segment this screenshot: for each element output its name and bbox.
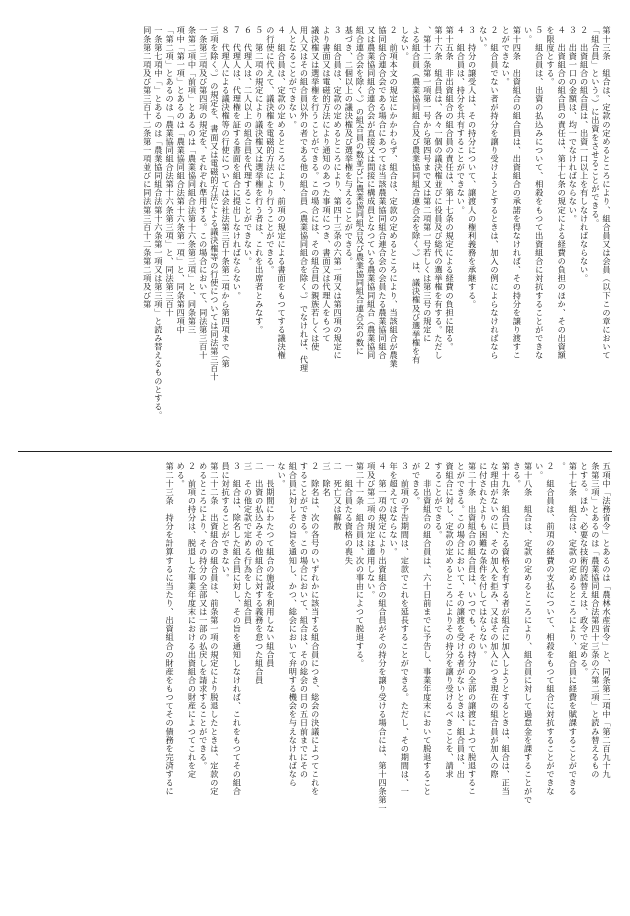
article-21-number: 第二十一条: [355, 462, 366, 505]
article-19: 第十九条 組合員たる資格を有する者が組合に加入しようとするときは、組合は、正当 な理由がないのに、その加入を拒み、又はその加入につき現在の組合員が加入の際 に付されたよりも困難な条件を付してはならない。: [478, 462, 512, 796]
article-14-number: 第十四条: [512, 26, 523, 61]
article-18-number: 第十八条: [523, 462, 534, 497]
article-13: 第十三条 組合は、定款の定めるところにより、組合員又は会員（以下この章において 「組合員」という。）に出資をさせることができる。 ２ 出資組合の組合員は、出資一口以上を有しなければならない。 ３ 出資一口の金額は、均一でなければならない。 ４ 出資組合の組合員の責任は、第十七条の規定による経費の負担のほか、その出資額 を限度とする。 ５ 組合員は、出資の払込みについて、相殺をもつて出資組合に対抗することができな い。: [523, 26, 612, 360]
article-15-number: 第十五条: [445, 26, 456, 61]
article-22: 第二十二条 出資組合の組合員は、前条第一項の規定により脱退したときは、定款の定 めるところにより、その持分の全部又は一部の払戻しを請求することができる。 ２ 前項の持分は、脱退した事業年度末における出資組合の財産によつてこれを定 める。: [176, 462, 220, 796]
article-21: 第二十一条 組合員は、次の事由によつて脱退する。 一 組合員たる資格の喪失 二 死亡又は解散 三 除名 ２ 除名は、次の各号のいずれかに該当する組合員につき、総会の決議によつてこれを することができる。この場合において、組合は、その総会の日の五日前までにその 組合員に対しその旨を通知し、かつ、総会において弁明する機会を与えなければなら ない。 一 長期間にわたつて組合の施設を利用しない組合員 二 出資の払込みその他組合に対する義務を怠つた組合員 三 その他定款で定める行為をした組合員 ３ 組合は、除名した組合員に対し、その旨を通知しなければ、これをもつてその組合 員に対抗することができない。: [221, 462, 366, 796]
upper-column: [22, 26, 612, 444]
article-14: 第十四条 出資組合の組合員は、出資組合の承諾を得なければ、その持分を譲り渡すこ とができない。 ２ 組合員でない者が持分を譲り受けようとするときは、加入の例によらなければなら ない。 ３ 持分の譲受人は、その持分について、譲渡人の権利義務を承継する。 ４ 組合員は、持分を共有することができない。: [456, 26, 523, 360]
article-23-number: 第二十三条: [165, 462, 176, 505]
article-16-number: 第十六条: [433, 26, 444, 61]
article-22-number: 第二十二条: [209, 462, 220, 505]
lower-column: [22, 462, 612, 894]
article-16-continuation: 五項中「法務省令」とあるのは「農林水産省令」と、同条第二項中「第二百九十九 条第三項」とあるのは「農業協同組合法第四十三条の六第二項」と読み替えるもの とする。ほか、必要な技術的読替えは、政令で定める。: [579, 462, 612, 779]
article-17: 第十七条 組合は、定款の定めるところにより、組合員に経費を賦課することができる 。 ２ 組合員は、前項の経費の支払について、相殺をもつて組合に対抗することができな い。: [534, 462, 579, 796]
article-16: 第十六条 組合員は、各々一個の議決権並びに役員及び総代の選挙権を有する。ただし 、第十二条第一項第一号から第四号まで又は第二項第一号若しくは第三号の規定に よる組合員（農業協同組合及び農業協同組合連合会を除く。）は、議決権及び選挙権を有 しない。 ２ 前項本文の規定にかかわらず、組合は、定款の定めるところにより、当該組合が農業 協同組合連合会である場合にあつては当該農業協同組合連合会の会員たる農業協同組合 又は農業協同組合連合会が直接又は間接に構成員となつている農業協同組合（農業協同 組合連合会を除く。）の組合員の数並びに農業協同組合及び農業協同組合連合会の数に 基づき、二個以上の議決権及び選挙権を与えることができる。 ３ 組合員は、定款の定めるところにより、第四十三条の六第一項又は第四項の規定に より書面又は電磁的方法により通知のあつた事項につき、書面又は代理人をもつて 議決権又は選挙権を行うことができる。この場合には、その組合員の親族若しくは使 用人又はその組合員以外の者である他の組合員（農業協同組合を除く。）でなければ、代理 人となることができない。 ４ 組合員は、定款の定めるところにより、前項の規定による書面をもつてする議決権 の行使に代えて、議決権を電磁的方法により行うことができる。 ５ 第二項の規定により議決権又は選挙権を行う者は、これを出席者とみなす。 ６ 代理人は、二人以上の組合員を代理することができない。 ７ 代理人は、代理権を証する書面を組合に提出しなければならない。 ８ 代理人による議決権等の行使については会社法第三百十条第二項から第四項まで（第 三項を除く。）の規定を、書面又は電磁的方法による議決権等の行使については同法第三百十 一条第三項及び第四項の規定を、それぞれ準用する。この場合において、同法第三百十 条第二項中「前項」とあるのは「農業協同組合法第十六条第三項」と、同条第三 項中「第一項」とあるのは「農業協同組合法第十六条第一項」と、同条第四項中 「第二項」とあるのは「農業協同組合法第十六条第三項」と、同法第三百十 一条第七項中「」とあるのは「農業協同組合法第十六条第一項又は第三項」と読み替えるものとする。 同条第二項及び第三百十二条第一項並びに同法第三百十二条第二項及び第: [142, 26, 444, 420]
article-20: 第二十条 出資組合の組合員は、いつでも、その持分の全部の譲渡によつて脱退するこ とができる。この場合において、その譲渡を受ける者がないときは、組合員は、出 資組合に対し、定款の定めるところによりその持分を譲り受けるべきことを、請求 することができる。 ２ 非出資組合の組合員は、六十日前までに予告し、事業年度末において脱退すること ができる。 ３ 前項の予告期間は、定款でこれを延長することができる。ただし、その期間は、一 年を超えてはならない。 ４ 第一項の規定により出資組合の組合員がその持分を譲り受ける場合には、第十四条第一 項及び第二項の規定は適用しない。: [366, 462, 478, 813]
article-20-number: 第二十条: [467, 462, 478, 497]
article-18: 第十八条 組合は、定款の定めるところにより、組合員に対して過怠金を課することがで きる。: [512, 462, 534, 805]
article-19-number: 第十九条: [501, 462, 512, 497]
article-15: 第十五条 非出資組合の組合員の責任は、第十七条の規定による経費の負担に限る。: [445, 26, 456, 351]
article-17-number: 第十七条: [568, 462, 579, 497]
article-13-number: 第十三条: [602, 26, 612, 61]
article-23: 第二十三条 持分を計算するに当たり、出資組合の財産をもつてその債務を完済するに: [165, 462, 176, 796]
section-divider: [18, 451, 612, 452]
